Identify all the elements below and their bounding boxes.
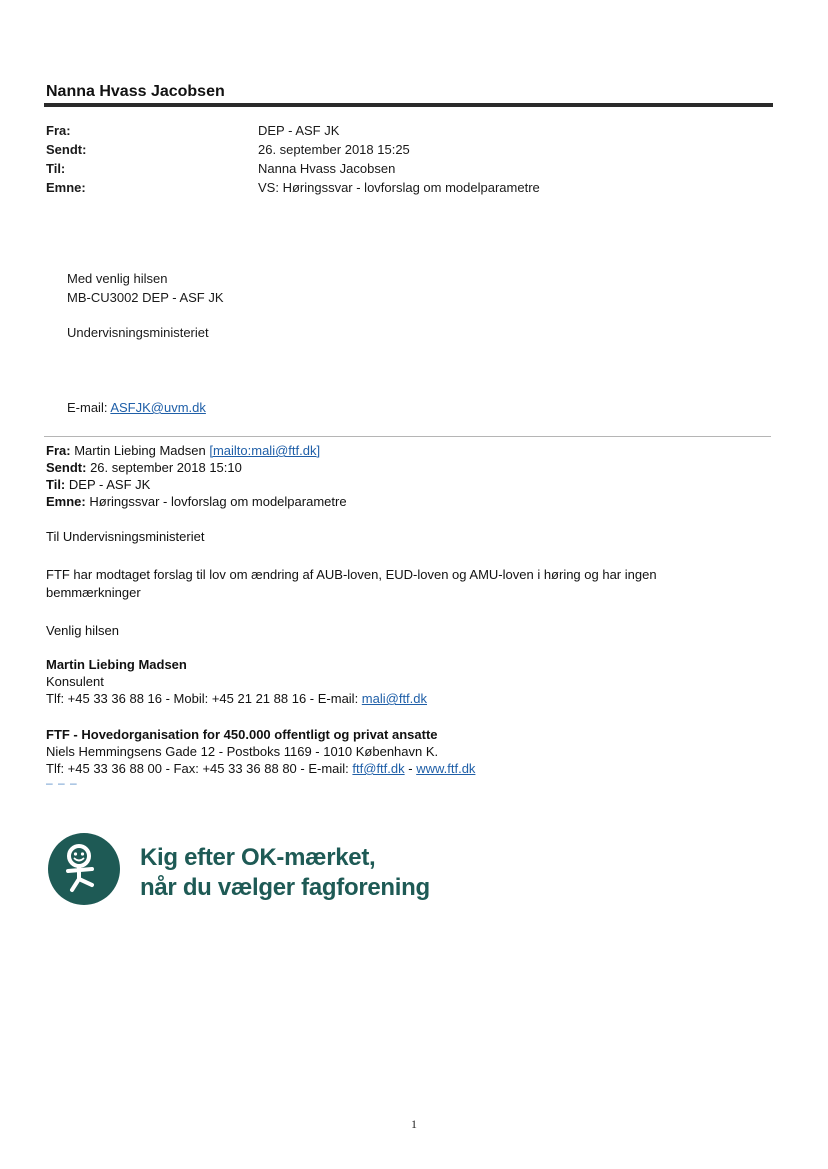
forward-subject-row <box>46 493 347 510</box>
signature-email-link[interactable]: ASFJK@uvm.dk <box>110 400 206 415</box>
body-salutation: Til Undervisningsministeriet <box>46 529 205 544</box>
signature-dashes: – – – <box>46 776 78 790</box>
org-email-link[interactable]: ftf@ftf.dk <box>352 761 405 776</box>
forward-to-label: Til: <box>46 477 66 492</box>
forward-from-label: Fra: <box>46 443 71 458</box>
org-contact-row <box>46 760 475 778</box>
mailbox-owner: Nanna Hvass Jacobsen <box>46 83 225 100</box>
body-paragraph-line1: FTF har modtaget forslag til lov om ændring af AUB-loven, EUD-loven og AMU-loven i høring og har ingen <box>46 567 657 582</box>
from-value: DEP - ASF JK <box>258 123 340 138</box>
person-name: Martin Liebing Madsen <box>46 657 187 672</box>
forward-subject-value: Høringssvar - lovforslag om modelparametre <box>89 494 347 509</box>
ok-slogan <box>140 843 430 903</box>
signature-email-label: E-mail: <box>67 400 111 415</box>
forward-to-value: DEP - ASF JK <box>68 477 151 492</box>
body-paragraph-line2: bemmærkninger <box>46 585 141 600</box>
forward-mailto-link[interactable]: [mailto:mali@ftf.dk] <box>209 443 321 458</box>
person-title: Konsulent <box>46 674 104 689</box>
signature-organization: Undervisningsministeriet <box>67 325 209 340</box>
org-contact: Tlf: +45 33 36 88 00 - Fax: +45 33 36 88 80 - E-mail: <box>46 761 353 776</box>
forward-to-row <box>46 476 150 493</box>
sent-value: 26. september 2018 15:25 <box>258 142 410 157</box>
to-label: Til: <box>46 161 66 176</box>
org-separator: - <box>404 761 417 776</box>
forward-from-row <box>46 442 320 459</box>
org-web-link[interactable]: www.ftf.dk <box>416 761 476 776</box>
from-label: Fra: <box>46 123 71 138</box>
person-contact-row <box>46 690 427 708</box>
forward-sent-row <box>46 459 242 476</box>
forward-subject-label: Emne: <box>46 494 86 509</box>
header-rule <box>44 103 773 107</box>
person-email-link[interactable]: mali@ftf.dk <box>361 691 428 706</box>
page-number: 1 <box>411 1117 417 1131</box>
forward-sent-label: Sendt: <box>46 460 87 475</box>
ok-slogan-line1: Kig efter OK-mærket, <box>140 844 376 871</box>
subject-label: Emne: <box>46 180 86 195</box>
ok-logo-icon <box>48 833 120 905</box>
sent-label: Sendt: <box>46 142 87 157</box>
ok-slogan-line2: når du vælger fagforening <box>140 874 430 901</box>
signature-email-row <box>67 398 206 417</box>
signature-sender-id: MB-CU3002 DEP - ASF JK <box>67 290 224 305</box>
forward-from-name: Martin Liebing Madsen <box>74 443 206 458</box>
body-closing: Venlig hilsen <box>46 623 119 638</box>
signature-greeting: Med venlig hilsen <box>67 271 168 286</box>
forward-sent-value: 26. september 2018 15:10 <box>90 460 242 475</box>
to-value: Nanna Hvass Jacobsen <box>258 161 396 176</box>
org-address: Niels Hemmingsens Gade 12 - Postboks 1169 - 1010 København K. <box>46 744 439 759</box>
org-name: FTF - Hovedorganisation for 450.000 offentligt og privat ansatte <box>46 727 438 742</box>
person-contact: Tlf: +45 33 36 88 16 - Mobil: +45 21 21 88 16 - E-mail: <box>46 691 362 706</box>
subject-value: VS: Høringssvar - lovforslag om modelparametre <box>258 180 540 195</box>
forward-separator <box>44 436 771 437</box>
